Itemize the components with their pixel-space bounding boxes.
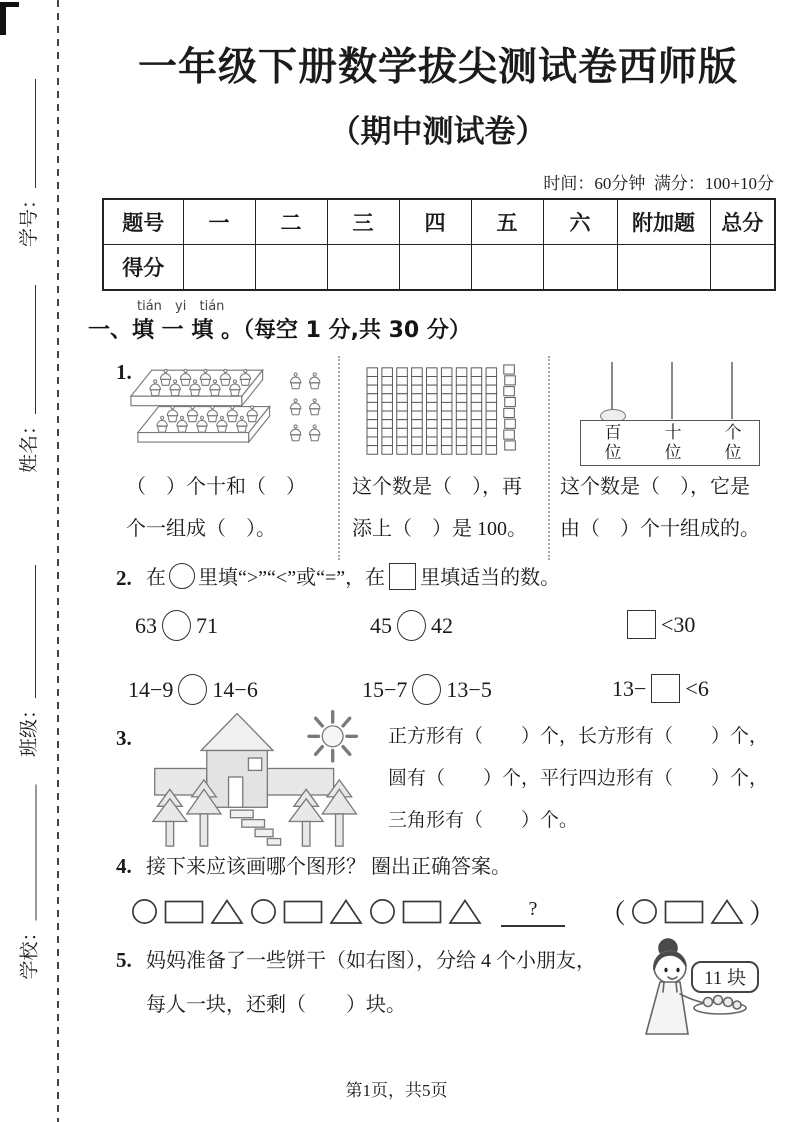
- close-paren: ）: [749, 899, 776, 929]
- right-value: 14−6: [212, 676, 258, 702]
- score-cell: [710, 245, 775, 291]
- score-table-header-row: [103, 199, 775, 245]
- header-cell: 五: [471, 199, 543, 245]
- score-cell: [471, 245, 543, 291]
- answer-circle: [412, 674, 441, 705]
- comparison-item: [362, 674, 492, 705]
- left-value: 45: [370, 612, 392, 638]
- question-number: 1.: [116, 360, 132, 384]
- header-cell: 二: [255, 199, 327, 245]
- rect-shape: [402, 899, 442, 925]
- answer-circle: [178, 674, 207, 705]
- ones-label: 个位: [724, 423, 742, 462]
- mom-cookies-image: [628, 934, 778, 1059]
- score-cell: [327, 245, 399, 291]
- class-label: 班级：: [19, 699, 40, 757]
- q3-text: [388, 716, 780, 842]
- score-cell: [617, 245, 710, 291]
- open-paren: （: [599, 899, 626, 929]
- q4-pattern-row: [128, 892, 778, 931]
- sun-circle: [322, 726, 343, 747]
- header-cell: 三: [327, 199, 399, 245]
- student-id-label: 学号：: [19, 189, 40, 247]
- score-cell: [399, 245, 471, 291]
- house-scene-image: [142, 706, 370, 848]
- circle-blank-icon: [169, 563, 195, 589]
- shape-sequence: [128, 898, 485, 925]
- column-divider: [548, 356, 550, 560]
- triangle-shape: [210, 898, 244, 925]
- question-number: 3.: [116, 726, 132, 750]
- right-value: 71: [196, 612, 218, 638]
- section1-heading: 一、填 一 填 。（每空 1 分,共 30 分）: [88, 318, 471, 343]
- left-value: 13−: [612, 675, 647, 701]
- question-number: 2.: [116, 566, 132, 590]
- header-cell: 一: [183, 199, 255, 245]
- column-divider: [338, 356, 340, 560]
- binding-dashed-line: [57, 0, 59, 1122]
- abacus-rod: [731, 362, 733, 419]
- q1-col1-text: （ ）个十和（ ）个一组成（ ）。: [126, 476, 306, 540]
- circle-shape: [369, 898, 396, 925]
- rect-shape: [664, 899, 704, 925]
- time-score-info: 时间：60分钟 满分：100+10分: [543, 174, 774, 193]
- left-value: 14−9: [128, 676, 174, 702]
- place-value-abacus-image: [570, 362, 770, 464]
- score-cell: [543, 245, 617, 291]
- question-mark: ?: [528, 897, 538, 920]
- answer-circle: [397, 610, 426, 641]
- q2-prompt-part2: 里填“>”“<”或“=”，在: [198, 567, 386, 589]
- cookie-count-label: 11 块: [703, 968, 747, 989]
- q2-prompt: [146, 558, 560, 598]
- right-value: 42: [431, 612, 453, 638]
- answer-box: [651, 674, 680, 703]
- q4-prompt: 接下来应该画哪个图形？ 圈出正确答案。: [146, 856, 511, 878]
- option-shapes: [628, 898, 747, 925]
- rect-shape: [164, 899, 204, 925]
- right-value: 13−5: [446, 676, 492, 702]
- left-value: 63: [135, 612, 157, 638]
- question-number: 5.: [116, 948, 132, 972]
- class-blank-line: [34, 565, 36, 698]
- score-table-score-row: [103, 245, 775, 291]
- page-title: 一年级下册数学拔尖测试卷西师版: [137, 46, 738, 89]
- corner-crop-mark: [0, 2, 19, 35]
- school-blank-line: [35, 785, 37, 921]
- q3-line2: 圆有（ ）个，平行四边形有（ ）个，: [388, 768, 769, 789]
- score-row-label: 得分: [103, 245, 183, 291]
- circle-shape: [131, 898, 158, 925]
- comparison-item: [612, 674, 709, 703]
- name-blank-line: [34, 285, 36, 414]
- header-cell: 六: [543, 199, 617, 245]
- header-cell: 总分: [710, 199, 775, 245]
- base-ten-blocks-image: [358, 364, 520, 460]
- q5-line2: 每人一块，还剩（ ）块。: [146, 994, 406, 1016]
- tens-label: 十位: [664, 423, 682, 462]
- q2-prompt-part1: 在: [146, 567, 166, 589]
- comparison-item: [135, 610, 218, 641]
- abacus-box: [580, 420, 760, 466]
- answer-circle: [162, 610, 191, 641]
- comparison-item: [370, 610, 453, 641]
- section1-pinyin: tián yi tián: [137, 299, 225, 314]
- box-blank-icon: [389, 563, 416, 590]
- cupcake-trays-image: [124, 362, 332, 458]
- q5-line1: 妈妈准备了一些饼干（如右图），分给 4 个小朋友，: [146, 950, 596, 972]
- circle-shape: [250, 898, 277, 925]
- rect-shape: [283, 899, 323, 925]
- q1-col3-text: 这个数是（ ），它是由（ ）个十组成的。: [560, 476, 760, 540]
- cookie-count-badge: [692, 962, 758, 992]
- triangle-shape: [710, 898, 744, 925]
- answer-blank-line: [501, 897, 565, 927]
- answer-box: [627, 610, 656, 639]
- student-id-field: [15, 77, 41, 247]
- abacus-rod: [671, 362, 673, 419]
- school-field: [16, 783, 42, 980]
- comparison-item: [622, 610, 695, 639]
- q2-prompt-part3: 里填适当的数。: [420, 567, 561, 589]
- right-value: <30: [661, 611, 696, 637]
- score-cell: [183, 245, 255, 291]
- triangle-shape: [329, 898, 363, 925]
- header-cell: 四: [399, 199, 471, 245]
- school-label: 学校：: [19, 922, 41, 980]
- page-subtitle: （期中测试卷）: [329, 114, 547, 149]
- question-number: 4.: [116, 854, 132, 878]
- name-label: 姓名：: [19, 415, 40, 473]
- name-field: [15, 283, 41, 473]
- main-content: [88, 0, 776, 1122]
- q3-line3: 三角形有（ ）个。: [388, 810, 579, 831]
- header-cell: 题号: [103, 199, 183, 245]
- triangle-shape: [448, 898, 482, 925]
- left-value: 15−7: [362, 676, 408, 702]
- score-table: [102, 198, 776, 291]
- q3-line1: 正方形有（ ）个，长方形有（ ）个，: [388, 726, 769, 747]
- class-field: [15, 563, 41, 757]
- page-footer: 第1页，共5页: [345, 1081, 448, 1100]
- comparison-item: [128, 674, 258, 705]
- score-cell: [255, 245, 327, 291]
- student-id-blank-line: [34, 79, 36, 188]
- header-cell: 附加题: [617, 199, 710, 245]
- right-value: <6: [685, 675, 709, 701]
- q4-options: [597, 892, 778, 931]
- q1-col2-text: 这个数是（ ），再添上（ ）是 100。: [352, 476, 527, 540]
- hundreds-label: 百位: [604, 423, 622, 462]
- circle-shape: [631, 898, 658, 925]
